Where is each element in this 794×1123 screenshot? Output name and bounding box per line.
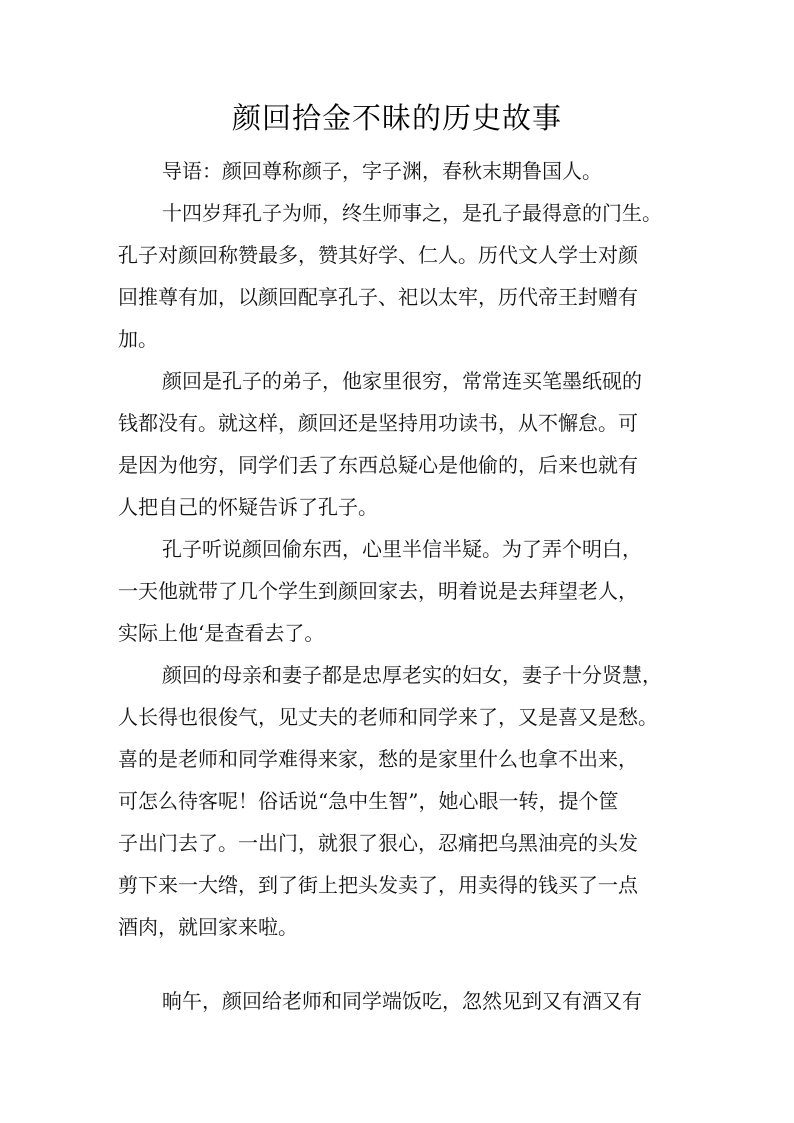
paragraph-line: 实际上他‘是查看去了。 [118,621,325,645]
document-title: 颜回拾金不昧的历史故事 [231,101,562,135]
paragraph-line: 可怎么待客呢！俗话说“急中生智”，她心眼一转，提个筐 [118,789,619,813]
paragraph-line: 人把自己的怀疑告诉了孔子。 [118,495,378,519]
paragraph-line: 钱都没有。就这样，颜回还是坚持用功读书，从不懈怠。可 [118,411,638,435]
paragraph-line: 人长得也很俊气，见丈夫的老师和同学来了，又是喜又是愁。 [118,705,658,729]
paragraph-line: 颜回是孔子的弟子，他家里很穷，常常连买笔墨纸砚的 [162,369,642,393]
intro-line: 导语：颜回尊称颜子，字子渊，春秋末期鲁国人。 [162,159,602,183]
paragraph-line: 孔子听说颜回偷东西，心里半信半疑。为了弄个明白， [162,537,642,561]
paragraph-line: 酒肉，就回家来啦。 [118,915,298,939]
paragraph-line: 孔子对颜回称赞最多，赞其好学、仁人。历代文人学士对颜 [118,243,638,267]
paragraph-line: 剪下来一大绺，到了街上把头发卖了，用卖得的钱买了一点 [118,873,638,897]
paragraph-line: 十四岁拜孔子为师，终生师事之，是孔子最得意的门生。 [162,201,662,225]
paragraph-line: 一天他就带了几个学生到颜回家去，明着说是去拜望老人， [118,579,638,603]
paragraph-line: 是因为他穷，同学们丢了东西总疑心是他偷的，后来也就有 [118,453,638,477]
paragraph-line: 回推尊有加，以颜回配享孔子、祀以太牢，历代帝王封赠有 [118,285,638,309]
paragraph-line: 晌午，颜回给老师和同学端饭吃，忽然见到又有酒又有 [162,989,642,1013]
paragraph-line: 子出门去了。一出门，就狠了狠心，忍痛把乌黑油亮的头发 [118,831,638,855]
paragraph-line: 喜的是老师和同学难得来家，愁的是家里什么也拿不出来， [118,747,638,771]
paragraph-line: 颜回的母亲和妻子都是忠厚老实的妇女，妻子十分贤慧， [162,663,662,687]
paragraph-line: 加。 [118,327,158,351]
